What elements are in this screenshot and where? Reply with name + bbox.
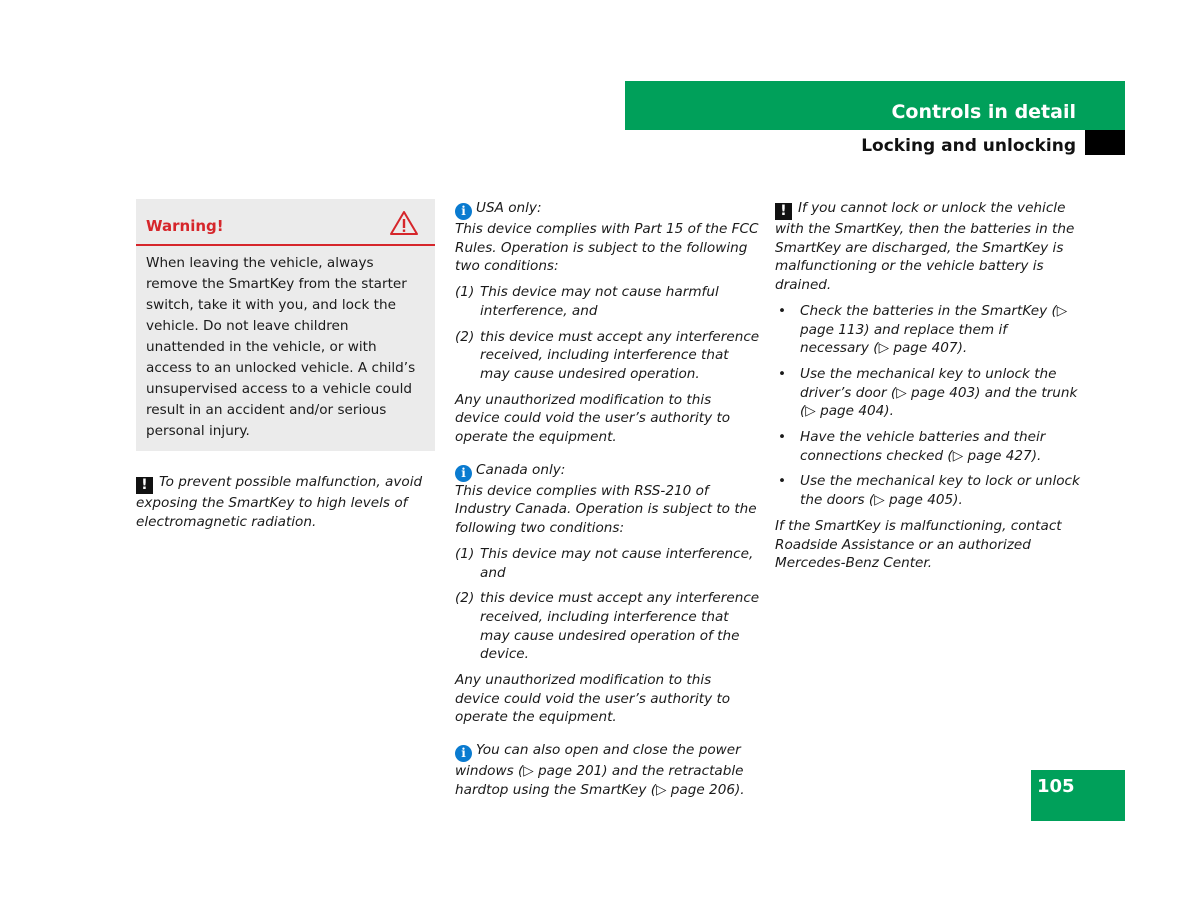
list-item-number: (1) [455,545,475,562]
page-number: 105 [1031,770,1125,821]
list-item-text: Have the vehicle batteries and their connections checked (▷ page 427). [800,429,1046,464]
power-windows-note [455,741,760,799]
warning-box [136,199,435,451]
info-icon: i [455,745,472,762]
warning-title: Warning! [146,217,224,235]
list-item [775,302,1080,358]
canada-footer: Any unauthorized modification to this device could void the user’s authority to operate the equipment. [455,672,731,726]
list-item [775,428,1080,465]
list-item-text: Use the mechanical key to unlock the driver’s door (▷ page 403) and the trunk (▷ page 404). [800,365,1078,420]
bullet-symbol: • [778,429,787,446]
list-item-number: (2) [455,328,475,345]
subsection-marker [1085,130,1125,155]
section-header-bar [625,81,1125,130]
section-title: Controls in detail [891,101,1076,123]
bullet-symbol: • [778,302,787,319]
list-item [455,589,760,664]
list-item-text: this device must accept any interference received, including interference that may cause undesired operation of the device. [480,590,760,663]
subsection-title: Locking and unlocking [861,136,1076,156]
usa-intro: This device complies with Part 15 of the FCC Rules. Operation is subject to the following two conditions: [455,221,759,275]
list-item-number: (2) [455,590,475,607]
lock-issue-footer: If the SmartKey is malfunctioning, contact Roadside Assistance or an authorized Mercedes-Benz Center. [775,517,1062,572]
power-windows-text: You can also open and close the power windows (▷ page 201) and the retractable hardtop using the SmartKey (▷ page 206). [455,742,745,798]
warning-header [136,199,435,246]
list-item-text: This device may not cause interference, and [480,545,754,581]
column-right [775,199,1080,580]
info-icon: i [455,203,472,220]
canada-intro: This device complies with RSS-210 of Industry Canada. Operation is subject to the following two conditions: [455,482,757,537]
canada-section [455,461,760,727]
usa-heading: USA only: [476,200,542,216]
info-icon: i [455,465,472,482]
malfunction-note-text: To prevent possible malfunction, avoid exposing the SmartKey to high levels of electromagnetic radiation. [136,474,423,530]
list-item-text: this device must accept any interference received, including interference that may cause undesired operation. [480,328,760,382]
exclamation-icon: ! [136,477,153,494]
warning-triangle-icon [389,210,419,236]
column-middle [455,199,760,800]
list-item [775,365,1080,421]
list-item-text: This device may not cause harmful interference, and [480,284,719,319]
usa-footer: Any unauthorized modification to this device could void the user’s authority to operate the equipment. [455,391,731,446]
list-item [455,545,760,582]
list-item-text: Use the mechanical key to lock or unlock the doors (▷ page 405). [800,473,1080,509]
canada-heading-line [455,461,760,482]
list-item [775,472,1080,509]
list-item-text: Check the batteries in the SmartKey (▷ page 113) and replace them if necessary (▷ page 407). [800,302,1068,357]
lock-issue-intro: If you cannot lock or unlock the vehicle with the SmartKey, then the batteries in the SmartKey are discharged, the SmartKey is malfunctioning or the vehicle battery is drained. [775,200,1075,294]
list-item [455,283,760,320]
list-item [455,328,760,384]
canada-heading: Canada only: [476,461,566,478]
column-left [136,199,436,531]
warning-body: When leaving the vehicle, always remove the SmartKey from the starter switch, take it with you, and lock the vehicle. Do not leave children unattended in the vehicle, or with access to an unlocked vehicle. A child’s unsupervised access to a vehicle could result in an accident and/or serious personal injury. [146,255,416,439]
bullet-symbol: • [778,365,787,382]
list-item-number: (1) [455,284,475,301]
usa-heading-line [455,199,760,220]
exclamation-icon: ! [775,203,792,220]
lock-issue-intro-line [775,199,1080,295]
bullet-symbol: • [778,473,787,490]
malfunction-note [136,473,436,531]
usa-section [455,199,760,447]
